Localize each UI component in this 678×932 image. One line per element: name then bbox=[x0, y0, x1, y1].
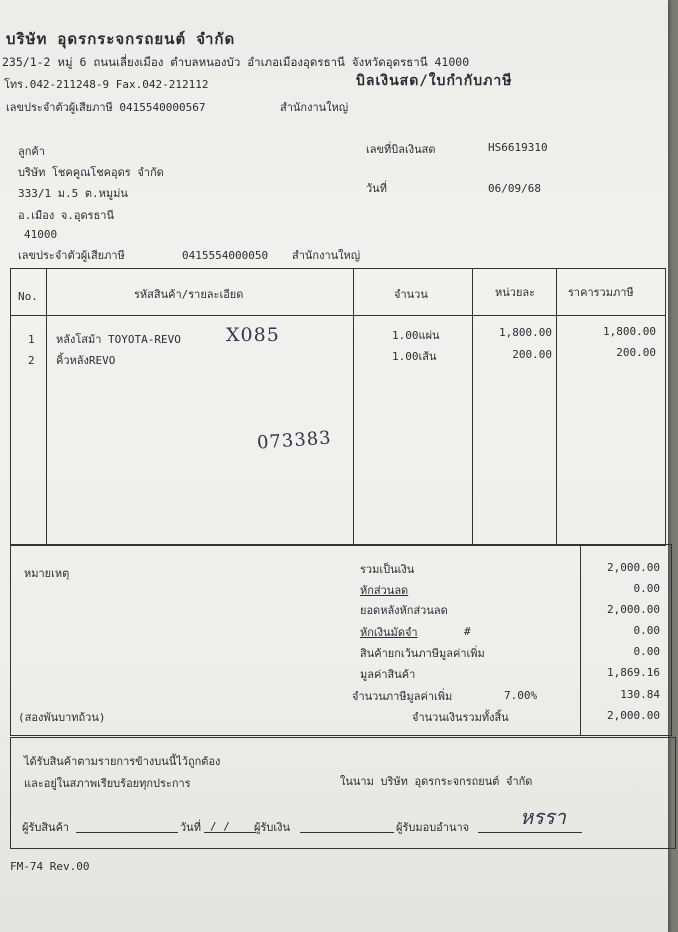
row-2-unit-price: 200.00 bbox=[512, 348, 552, 361]
date-label: วันที่ bbox=[180, 821, 201, 834]
header-quantity: จำนวน bbox=[394, 288, 428, 301]
after-discount-label: ยอดหลังหักส่วนลด bbox=[360, 604, 448, 617]
vat-exempt-value: 0.00 bbox=[633, 645, 660, 658]
row-1-unit-price: 1,800.00 bbox=[499, 326, 552, 339]
authorized-signature-line bbox=[478, 832, 582, 833]
received-statement-1: ได้รับสินค้าตามรายการข้างบนนี้ไว้ถูกต้อง bbox=[24, 755, 221, 768]
grand-total-label: จำนวนเงินรวมทั้งสิ้น bbox=[412, 711, 509, 724]
company-address: 235/1-2 หมู่ 6 ถนนเลี่ยงเมือง ตำบลหนองบัว อำเภอเมืองอุดรธานี จังหวัดอุดรธานี 41000 bbox=[2, 55, 470, 69]
bill-number-label: เลขที่บิลเงินสด bbox=[366, 143, 436, 156]
company-branch: สำนักงานใหญ่ bbox=[280, 101, 349, 114]
bill-number: HS6619310 bbox=[488, 141, 548, 154]
grand-total-value: 2,000.00 bbox=[607, 709, 660, 722]
row-2-total: 200.00 bbox=[616, 346, 656, 359]
row-1-no: 1 bbox=[28, 333, 35, 346]
customer-tax-id: 0415554000050 bbox=[182, 249, 269, 262]
deposit-value: 0.00 bbox=[633, 624, 660, 637]
date-line bbox=[204, 832, 256, 833]
vat-exempt-label: สินค้ายกเว้นภาษีมูลค่าเพิ่ม bbox=[360, 647, 485, 660]
remark-label: หมายเหตุ bbox=[24, 567, 70, 580]
bill-date-label: วันที่ bbox=[366, 182, 387, 195]
vat-rate: 7.00% bbox=[504, 689, 538, 702]
customer-zip: 41000 bbox=[24, 228, 58, 241]
received-statement-2: และอยู่ในสภาพเรียบร้อยทุกประการ bbox=[24, 777, 191, 790]
row-1-total: 1,800.00 bbox=[603, 325, 656, 338]
vat-value: 130.84 bbox=[620, 688, 660, 701]
authorized-label: ผู้รับมอบอำนาจ bbox=[396, 821, 470, 834]
deposit-label: หักเงินมัดจำ bbox=[360, 626, 418, 639]
handwritten-number: 073383 bbox=[256, 427, 333, 454]
customer-branch: สำนักงานใหญ่ bbox=[292, 249, 361, 262]
subtotal-value: 2,000.00 bbox=[607, 561, 660, 574]
col-divider bbox=[46, 268, 47, 545]
customer-name: บริษัท โชคคูณโชคอุดร จำกัด bbox=[18, 166, 164, 179]
net-value-label: มูลค่าสินค้า bbox=[360, 668, 416, 681]
header-total: ราคารวมภาษี bbox=[568, 286, 634, 299]
header-description: รหัสสินค้า/รายละเอียด bbox=[134, 288, 244, 301]
on-behalf-of: ในนาม บริษัท อุดรกระจกรถยนต์ จำกัด bbox=[340, 775, 533, 788]
customer-label: ลูกค้า bbox=[18, 145, 45, 158]
cashier-label: ผู้รับเงิน bbox=[254, 821, 290, 834]
company-tax-id: เลขประจำตัวผู้เสียภาษี 0415540000567 bbox=[6, 101, 206, 114]
bill-date: 06/09/68 bbox=[488, 182, 541, 195]
table-header-divider bbox=[10, 315, 665, 316]
row-1-description: หลังโสม้า TOYOTA-REVO bbox=[56, 333, 181, 346]
vat-label: จำนวนภาษีมูลค่าเพิ่ม bbox=[352, 690, 453, 703]
header-no: No. bbox=[18, 290, 38, 303]
company-phone: โทร.042-211248-9 Fax.042-212112 bbox=[4, 78, 209, 91]
subtotal-label: รวมเป็นเงิน bbox=[360, 563, 415, 576]
form-code: FM-74 Rev.00 bbox=[10, 860, 90, 873]
receiver-label: ผู้รับสินค้า bbox=[22, 821, 70, 834]
customer-address-1: 333/1 ม.5 ต.หมูม่น bbox=[18, 187, 128, 200]
company-name: บริษัท อุดรกระจกรถยนต์ จำกัด bbox=[6, 30, 236, 48]
col-divider bbox=[556, 268, 557, 545]
amount-in-words: (สองพันบาทถ้วน) bbox=[18, 711, 106, 724]
net-value: 1,869.16 bbox=[607, 666, 660, 679]
cashier-signature-line bbox=[300, 832, 394, 833]
deposit-mark: # bbox=[464, 625, 471, 638]
customer-tax-label: เลขประจำตัวผู้เสียภาษี bbox=[18, 249, 125, 262]
col-divider bbox=[353, 268, 354, 545]
row-1-quantity: 1.00แผ่น bbox=[392, 329, 440, 342]
header-unit-price: หน่วยละ bbox=[495, 286, 536, 299]
customer-address-2: อ.เมือง จ.อุดรธานี bbox=[18, 209, 114, 222]
document-title: บิลเงินสด/ใบกำกับภาษี bbox=[356, 73, 513, 89]
row-2-no: 2 bbox=[28, 354, 35, 367]
after-discount-value: 2,000.00 bbox=[607, 603, 660, 616]
authorized-signature: หรรา bbox=[520, 805, 566, 829]
handwritten-code: X085 bbox=[226, 324, 280, 346]
row-2-quantity: 1.00เส้น bbox=[392, 350, 437, 363]
receiver-signature-line bbox=[76, 832, 178, 833]
discount-label: หักส่วนลด bbox=[360, 584, 409, 597]
row-2-description: คิ้วหลังREVO bbox=[56, 354, 116, 367]
discount-value: 0.00 bbox=[633, 582, 660, 595]
items-table bbox=[10, 268, 666, 546]
col-divider bbox=[472, 268, 473, 545]
date-slashes: / / bbox=[210, 820, 230, 833]
